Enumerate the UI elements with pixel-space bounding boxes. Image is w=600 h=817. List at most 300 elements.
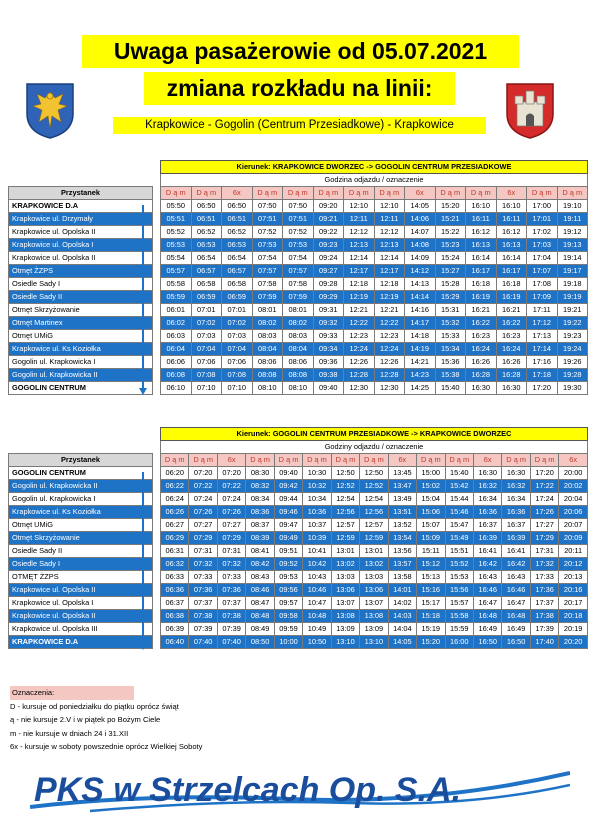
departure-time: 16:26 bbox=[466, 356, 497, 369]
departure-time: 14:09 bbox=[405, 252, 436, 265]
service-code: D ą m bbox=[274, 454, 302, 467]
spacer-cell bbox=[153, 174, 161, 187]
departure-time: 14:18 bbox=[405, 330, 436, 343]
departure-time: 07:37 bbox=[189, 597, 217, 610]
departure-subheader: Godzina odjazdu / oznaczenie bbox=[161, 174, 588, 187]
title-line-2: zmiana rozkładu na linii: bbox=[144, 72, 455, 105]
departure-time: 19:24 bbox=[557, 343, 588, 356]
departure-time: 19:17 bbox=[557, 265, 588, 278]
service-code: D ą m bbox=[417, 454, 445, 467]
departure-time: 16:13 bbox=[466, 239, 497, 252]
departure-time: 06:08 bbox=[161, 369, 192, 382]
departure-time: 16:36 bbox=[473, 506, 501, 519]
departure-time: 07:31 bbox=[189, 545, 217, 558]
departure-time: 07:50 bbox=[252, 200, 283, 213]
departure-time: 16:49 bbox=[473, 623, 501, 636]
departure-time: 06:01 bbox=[161, 304, 192, 317]
departure-time: 08:46 bbox=[246, 584, 274, 597]
departure-time: 12:59 bbox=[331, 532, 359, 545]
departure-time: 09:29 bbox=[313, 291, 344, 304]
table-row bbox=[9, 623, 588, 636]
departure-time: 08:02 bbox=[252, 317, 283, 330]
departure-time: 12:56 bbox=[360, 506, 388, 519]
departure-time: 06:06 bbox=[161, 356, 192, 369]
departure-time: 15:53 bbox=[445, 571, 473, 584]
departure-time: 09:28 bbox=[313, 278, 344, 291]
departure-time: 09:46 bbox=[274, 506, 302, 519]
spacer-cell bbox=[153, 304, 161, 317]
departure-time: 07:27 bbox=[189, 519, 217, 532]
spacer-cell bbox=[153, 317, 161, 330]
departure-time: 12:21 bbox=[374, 304, 405, 317]
departure-time: 09:38 bbox=[313, 369, 344, 382]
departure-time: 07:10 bbox=[191, 382, 222, 395]
departure-time: 16:41 bbox=[502, 545, 530, 558]
departure-time: 15:11 bbox=[417, 545, 445, 558]
spacer-cell bbox=[153, 187, 161, 200]
departure-time: 09:36 bbox=[313, 356, 344, 369]
departure-time: 12:23 bbox=[344, 330, 375, 343]
table-row bbox=[9, 200, 588, 213]
departure-time: 07:27 bbox=[217, 519, 245, 532]
stop-name: Krapkowice ul. Ks Koziołka bbox=[9, 506, 153, 519]
departure-time: 19:12 bbox=[557, 226, 588, 239]
departure-time: 15:09 bbox=[417, 532, 445, 545]
departure-time: 20:16 bbox=[559, 584, 588, 597]
departure-time: 07:38 bbox=[189, 610, 217, 623]
departure-time: 13:10 bbox=[331, 636, 359, 649]
departure-time: 16:43 bbox=[502, 571, 530, 584]
departure-time: 17:08 bbox=[527, 278, 558, 291]
departure-time: 08:03 bbox=[283, 330, 314, 343]
departure-time: 15:07 bbox=[417, 519, 445, 532]
departure-time: 12:24 bbox=[374, 343, 405, 356]
stop-column-header: Przystanek bbox=[9, 187, 153, 200]
departure-time: 20:20 bbox=[559, 636, 588, 649]
departure-time: 07:26 bbox=[189, 506, 217, 519]
departure-time: 07:01 bbox=[222, 304, 253, 317]
departure-time: 16:28 bbox=[496, 369, 527, 382]
departure-time: 15:16 bbox=[417, 584, 445, 597]
service-code: D ą m bbox=[445, 454, 473, 467]
departure-time: 17:12 bbox=[527, 317, 558, 330]
departure-time: 12:30 bbox=[344, 382, 375, 395]
departure-time: 12:14 bbox=[344, 252, 375, 265]
departure-time: 12:21 bbox=[344, 304, 375, 317]
departure-time: 17:20 bbox=[530, 467, 558, 480]
departure-time: 09:51 bbox=[274, 545, 302, 558]
departure-time: 13:49 bbox=[388, 493, 416, 506]
departure-time: 09:27 bbox=[313, 265, 344, 278]
departure-time: 12:12 bbox=[344, 226, 375, 239]
departure-time: 05:50 bbox=[161, 200, 192, 213]
departure-time: 13:07 bbox=[331, 597, 359, 610]
departure-time: 06:33 bbox=[161, 571, 189, 584]
departure-time: 07:36 bbox=[189, 584, 217, 597]
table-row bbox=[9, 252, 588, 265]
krapkowice-crest-icon bbox=[505, 82, 555, 140]
departure-time: 06:10 bbox=[161, 382, 192, 395]
departure-time: 07:52 bbox=[283, 226, 314, 239]
departure-time: 07:32 bbox=[189, 558, 217, 571]
spacer-cell bbox=[153, 584, 161, 597]
departure-time: 12:11 bbox=[344, 213, 375, 226]
departure-time: 14:06 bbox=[405, 213, 436, 226]
departure-time: 06:22 bbox=[161, 480, 189, 493]
departure-time: 15:23 bbox=[435, 239, 466, 252]
departure-time: 09:57 bbox=[274, 597, 302, 610]
departure-time: 16:37 bbox=[502, 519, 530, 532]
table-row bbox=[9, 597, 588, 610]
table-row bbox=[9, 519, 588, 532]
departure-time: 06:50 bbox=[222, 200, 253, 213]
departure-time: 07:03 bbox=[191, 330, 222, 343]
departure-time: 07:39 bbox=[189, 623, 217, 636]
departure-time: 13:08 bbox=[360, 610, 388, 623]
stop-name: Otmęt UMiG bbox=[9, 519, 153, 532]
departure-time: 15:32 bbox=[435, 317, 466, 330]
departure-time: 16:39 bbox=[473, 532, 501, 545]
departure-time: 15:56 bbox=[445, 584, 473, 597]
departure-time: 13:58 bbox=[388, 571, 416, 584]
departure-time: 17:31 bbox=[530, 545, 558, 558]
departure-time: 17:09 bbox=[527, 291, 558, 304]
stop-name: Gogolin ul. Krapkowicka I bbox=[9, 493, 153, 506]
departure-time: 07:54 bbox=[283, 252, 314, 265]
departure-time: 15:58 bbox=[445, 610, 473, 623]
stop-name: Krapkowice ul. Opolska II bbox=[9, 584, 153, 597]
stop-name: Osiedle Sady I bbox=[9, 278, 153, 291]
departure-time: 19:11 bbox=[557, 213, 588, 226]
departure-time: 17:11 bbox=[527, 304, 558, 317]
departure-time: 07:08 bbox=[222, 369, 253, 382]
spacer-cell bbox=[153, 610, 161, 623]
departure-time: 16:46 bbox=[473, 584, 501, 597]
table-row bbox=[9, 610, 588, 623]
legend bbox=[10, 686, 202, 754]
departure-time: 08:30 bbox=[246, 467, 274, 480]
stop-name: KRAPKOWICE D.A bbox=[9, 636, 153, 649]
departure-time: 16:37 bbox=[473, 519, 501, 532]
table-row bbox=[9, 545, 588, 558]
direction-header: Kierunek: GOGOLIN CENTRUM PRZESIADKOWE -> KRAPKOWICE DWORZEC bbox=[161, 428, 588, 441]
departure-time: 06:59 bbox=[222, 291, 253, 304]
departure-time: 16:23 bbox=[496, 330, 527, 343]
departure-time: 15:42 bbox=[445, 480, 473, 493]
timetable-krapkowice-to-gogolin bbox=[8, 160, 588, 395]
departure-time: 16:46 bbox=[502, 584, 530, 597]
departure-time: 12:22 bbox=[344, 317, 375, 330]
departure-time: 17:07 bbox=[527, 265, 558, 278]
stop-name: Krapkowice ul. Drzymały bbox=[9, 213, 153, 226]
departure-time: 07:10 bbox=[222, 382, 253, 395]
service-code: D ą m bbox=[252, 187, 283, 200]
service-code: 6x bbox=[222, 187, 253, 200]
departure-time: 17:26 bbox=[530, 506, 558, 519]
departure-time: 15:20 bbox=[417, 636, 445, 649]
spacer-cell bbox=[153, 571, 161, 584]
departure-time: 10:47 bbox=[303, 597, 331, 610]
departure-time: 06:54 bbox=[222, 252, 253, 265]
departure-time: 15:52 bbox=[445, 558, 473, 571]
legend-line: 6x - kursuje w soboty powszednie oprócz Wielkiej Soboty bbox=[10, 742, 203, 751]
departure-time: 07:59 bbox=[283, 291, 314, 304]
departure-time: 07:32 bbox=[217, 558, 245, 571]
departure-time: 15:02 bbox=[417, 480, 445, 493]
service-code: D ą m bbox=[557, 187, 588, 200]
departure-time: 17:13 bbox=[527, 330, 558, 343]
spacer-cell bbox=[153, 467, 161, 480]
departure-time: 07:40 bbox=[189, 636, 217, 649]
departure-time: 10:48 bbox=[303, 610, 331, 623]
spacer-cell bbox=[153, 558, 161, 571]
table-row bbox=[9, 291, 588, 304]
departure-time: 12:19 bbox=[374, 291, 405, 304]
service-code: D ą m bbox=[283, 187, 314, 200]
spacer-cell bbox=[153, 239, 161, 252]
departure-time: 16:11 bbox=[466, 213, 497, 226]
departure-time: 16:23 bbox=[466, 330, 497, 343]
logo-text: PKS w Strzelcach Op. S.A. bbox=[34, 771, 462, 809]
departure-time: 15:46 bbox=[445, 506, 473, 519]
departure-time: 08:06 bbox=[252, 356, 283, 369]
pks-logo bbox=[30, 763, 570, 813]
departure-time: 16:50 bbox=[502, 636, 530, 649]
departure-time: 06:31 bbox=[161, 545, 189, 558]
departure-time: 14:08 bbox=[405, 239, 436, 252]
departure-time: 13:06 bbox=[360, 584, 388, 597]
departure-time: 07:53 bbox=[283, 239, 314, 252]
departure-time: 07:40 bbox=[217, 636, 245, 649]
departure-time: 06:52 bbox=[191, 226, 222, 239]
spacer-cell bbox=[153, 369, 161, 382]
departure-time: 08:04 bbox=[283, 343, 314, 356]
departure-time: 16:30 bbox=[502, 467, 530, 480]
departure-time: 09:42 bbox=[274, 480, 302, 493]
departure-time: 16:47 bbox=[473, 597, 501, 610]
service-code: D ą m bbox=[313, 187, 344, 200]
departure-time: 05:53 bbox=[161, 239, 192, 252]
departure-time: 16:30 bbox=[466, 382, 497, 395]
departure-time: 16:11 bbox=[496, 213, 527, 226]
departure-time: 09:24 bbox=[313, 252, 344, 265]
departure-time: 14:23 bbox=[405, 369, 436, 382]
departure-time: 17:37 bbox=[530, 597, 558, 610]
departure-time: 20:18 bbox=[559, 610, 588, 623]
departure-time: 16:24 bbox=[496, 343, 527, 356]
spacer-cell bbox=[153, 200, 161, 213]
table-row bbox=[9, 369, 588, 382]
departure-time: 12:54 bbox=[331, 493, 359, 506]
departure-time: 07:20 bbox=[217, 467, 245, 480]
stop-name: Osiedle Sady II bbox=[9, 291, 153, 304]
departure-time: 20:07 bbox=[559, 519, 588, 532]
departure-time: 19:10 bbox=[557, 200, 588, 213]
departure-time: 16:48 bbox=[473, 610, 501, 623]
departure-time: 12:17 bbox=[344, 265, 375, 278]
departure-time: 07:02 bbox=[191, 317, 222, 330]
departure-time: 16:48 bbox=[502, 610, 530, 623]
departure-time: 09:32 bbox=[313, 317, 344, 330]
direction-header: Kierunek: KRAPKOWICE DWORZEC -> GOGOLIN CENTRUM PRZESIADKOWE bbox=[161, 161, 588, 174]
departure-time: 12:11 bbox=[374, 213, 405, 226]
departure-time: 06:53 bbox=[191, 239, 222, 252]
departure-time: 16:14 bbox=[496, 252, 527, 265]
departure-time: 16:18 bbox=[496, 278, 527, 291]
departure-time: 10:46 bbox=[303, 584, 331, 597]
departure-time: 12:52 bbox=[331, 480, 359, 493]
departure-time: 09:23 bbox=[313, 239, 344, 252]
legend-line: m - nie kursuje w dniach 24 i 31.XII bbox=[10, 728, 129, 738]
table-row bbox=[9, 239, 588, 252]
departure-time: 05:57 bbox=[161, 265, 192, 278]
departure-time: 16:26 bbox=[496, 356, 527, 369]
departure-time: 15:51 bbox=[445, 545, 473, 558]
departure-time: 09:31 bbox=[313, 304, 344, 317]
departure-time: 07:22 bbox=[217, 480, 245, 493]
stop-name: Otmęt ŻZPS bbox=[9, 265, 153, 278]
service-code: D ą m bbox=[303, 454, 331, 467]
departure-time: 15:17 bbox=[417, 597, 445, 610]
spacer-cell bbox=[153, 265, 161, 278]
departure-time: 15:27 bbox=[435, 265, 466, 278]
departure-time: 08:06 bbox=[283, 356, 314, 369]
departure-time: 07:37 bbox=[217, 597, 245, 610]
departure-time: 15:44 bbox=[445, 493, 473, 506]
departure-time: 06:53 bbox=[222, 239, 253, 252]
service-code: 6x bbox=[388, 454, 416, 467]
departure-time: 08:10 bbox=[283, 382, 314, 395]
departure-time: 13:51 bbox=[388, 506, 416, 519]
service-code: 6x bbox=[473, 454, 501, 467]
departure-time: 09:40 bbox=[274, 467, 302, 480]
stop-name: Gogolin ul. Krapkowicka I bbox=[9, 356, 153, 369]
spacer-cell bbox=[153, 519, 161, 532]
departure-time: 06:02 bbox=[161, 317, 192, 330]
departure-time: 14:21 bbox=[405, 356, 436, 369]
departure-time: 08:39 bbox=[246, 532, 274, 545]
departure-time: 16:32 bbox=[473, 480, 501, 493]
departure-time: 10:42 bbox=[303, 558, 331, 571]
departure-time: 13:02 bbox=[360, 558, 388, 571]
departure-time: 06:40 bbox=[161, 636, 189, 649]
legend-line: ą - nie kursuje 2.V i w piątek po Bożym Ciele bbox=[10, 715, 161, 724]
table-row bbox=[9, 226, 588, 239]
departure-time: 15:19 bbox=[417, 623, 445, 636]
table-row bbox=[9, 571, 588, 584]
spacer-cell bbox=[153, 597, 161, 610]
departure-time: 07:31 bbox=[217, 545, 245, 558]
departure-time: 13:08 bbox=[331, 610, 359, 623]
service-code: 6x bbox=[496, 187, 527, 200]
departure-time: 09:22 bbox=[313, 226, 344, 239]
departure-time: 13:56 bbox=[388, 545, 416, 558]
direction-arrowhead-2 bbox=[139, 643, 147, 650]
departure-time: 15:33 bbox=[435, 330, 466, 343]
departure-time: 06:04 bbox=[161, 343, 192, 356]
stop-name: Otmęt Skrzyżowanie bbox=[9, 304, 153, 317]
departure-time: 05:52 bbox=[161, 226, 192, 239]
stop-name: Krapkowice ul. Opolska III bbox=[9, 623, 153, 636]
departure-time: 17:40 bbox=[530, 636, 558, 649]
service-code: D ą m bbox=[435, 187, 466, 200]
table-row bbox=[9, 356, 588, 369]
departure-time: 16:32 bbox=[502, 480, 530, 493]
departure-time: 17:16 bbox=[527, 356, 558, 369]
departure-time: 20:12 bbox=[559, 558, 588, 571]
stop-name: Krapkowice ul. Ks Koziołka bbox=[9, 343, 153, 356]
table-row bbox=[9, 317, 588, 330]
departure-time: 15:21 bbox=[435, 213, 466, 226]
departure-subheader: Godziny odjazdu / oznaczenie bbox=[161, 441, 588, 454]
departure-time: 07:03 bbox=[222, 330, 253, 343]
departure-time: 16:43 bbox=[473, 571, 501, 584]
stop-name: Gogolin ul. Krapkowicka II bbox=[9, 369, 153, 382]
departure-time: 13:01 bbox=[331, 545, 359, 558]
departure-time: 06:36 bbox=[161, 584, 189, 597]
departure-time: 15:20 bbox=[435, 200, 466, 213]
departure-time: 08:43 bbox=[246, 571, 274, 584]
departure-time: 17:00 bbox=[527, 200, 558, 213]
departure-time: 10:30 bbox=[303, 467, 331, 480]
stop-name: KRAPKOWICE D.A bbox=[9, 200, 153, 213]
departure-time: 20:11 bbox=[559, 545, 588, 558]
departure-time: 09:56 bbox=[274, 584, 302, 597]
departure-time: 15:49 bbox=[445, 532, 473, 545]
stop-name: Otmęt Martinex bbox=[9, 317, 153, 330]
departure-time: 16:28 bbox=[466, 369, 497, 382]
departure-time: 06:03 bbox=[161, 330, 192, 343]
departure-time: 08:36 bbox=[246, 506, 274, 519]
departure-time: 07:38 bbox=[217, 610, 245, 623]
departure-time: 13:07 bbox=[360, 597, 388, 610]
departure-time: 12:52 bbox=[360, 480, 388, 493]
departure-time: 16:10 bbox=[496, 200, 527, 213]
departure-time: 16:36 bbox=[502, 506, 530, 519]
departure-time: 06:50 bbox=[191, 200, 222, 213]
stop-name: Krapkowice ul. Opolska II bbox=[9, 252, 153, 265]
departure-time: 15:04 bbox=[417, 493, 445, 506]
departure-time: 08:02 bbox=[283, 317, 314, 330]
departure-time: 12:10 bbox=[374, 200, 405, 213]
spacer-cell bbox=[153, 506, 161, 519]
departure-time: 12:30 bbox=[374, 382, 405, 395]
departure-time: 15:31 bbox=[435, 304, 466, 317]
departure-time: 15:24 bbox=[435, 252, 466, 265]
departure-time: 14:13 bbox=[405, 278, 436, 291]
departure-time: 15:47 bbox=[445, 519, 473, 532]
departure-time: 17:27 bbox=[530, 519, 558, 532]
departure-time: 07:06 bbox=[191, 356, 222, 369]
departure-time: 06:51 bbox=[222, 213, 253, 226]
departure-time: 14:17 bbox=[405, 317, 436, 330]
departure-time: 15:57 bbox=[445, 597, 473, 610]
departure-time: 08:47 bbox=[246, 597, 274, 610]
stop-name: Osiedle Sady I bbox=[9, 558, 153, 571]
spacer-cell bbox=[9, 161, 153, 174]
departure-time: 20:02 bbox=[559, 480, 588, 493]
departure-time: 17:24 bbox=[530, 493, 558, 506]
departure-time: 13:57 bbox=[388, 558, 416, 571]
departure-time: 12:26 bbox=[344, 356, 375, 369]
departure-time: 16:13 bbox=[496, 239, 527, 252]
service-code: D ą m bbox=[191, 187, 222, 200]
departure-time: 10:32 bbox=[303, 480, 331, 493]
departure-time: 13:45 bbox=[388, 467, 416, 480]
departure-time: 09:21 bbox=[313, 213, 344, 226]
spacer-cell bbox=[153, 226, 161, 239]
spacer-cell bbox=[153, 532, 161, 545]
